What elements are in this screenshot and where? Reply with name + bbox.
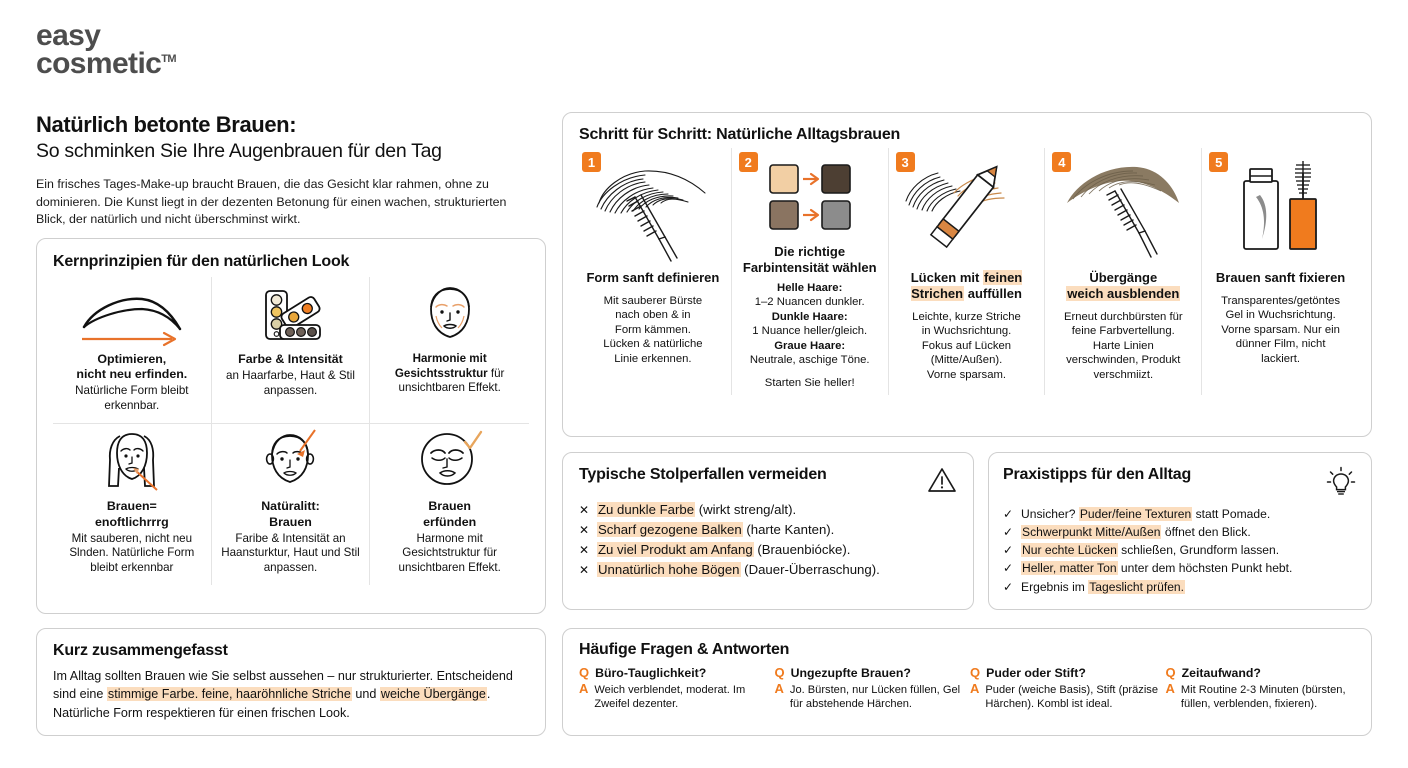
- warning-triangle-icon: [927, 466, 957, 493]
- cross-icon: ✕: [579, 523, 590, 538]
- tips-list: [1003, 505, 1357, 596]
- step-item: [575, 148, 732, 395]
- principles-grid-row1: [53, 277, 529, 423]
- tip-item: ✓ Unsicher? Puder/feine Texturen statt Pomade.: [1003, 507, 1271, 521]
- principles-grid-row2: [53, 423, 529, 585]
- faq-grid: [579, 665, 1355, 711]
- tip-item: ✓ Heller, matter Ton unter dem höchsten Punkt hebt.: [1003, 561, 1293, 576]
- principle-heading: Natüralitt: Brauen: [261, 499, 320, 529]
- color-swatches-icon: [739, 158, 881, 234]
- principle-body: Faribe & Intensität an Haansturktur, Haut und Stil anpassen.: [221, 531, 360, 574]
- color-palette-icon: [254, 285, 326, 347]
- tip-highlight: Schwerpunkt Mitte/Außen: [1022, 525, 1161, 540]
- step-item: [1045, 148, 1202, 395]
- face-check-icon: [413, 432, 487, 494]
- summary-title: Kurz zusammengefasst: [53, 642, 228, 659]
- brand-logo-line1: easy: [36, 19, 101, 52]
- step-badge: 4: [1052, 152, 1071, 172]
- faq-question: Ungezupfte Brauen?: [790, 666, 911, 680]
- principle-heading: Brauen= enoftlichrrrg: [94, 499, 169, 529]
- pitfall-item: ✕ Unnatürlich hohe Bögen (Dauer-Überraschung).: [579, 560, 957, 580]
- tip-highlight: Tageslicht prüfen.: [1089, 579, 1185, 594]
- principle-cell: [53, 277, 212, 423]
- pitfall-item: ✕ Zu viel Produkt am Anfang (Brauenbiócke).: [579, 540, 957, 560]
- pitfall-highlight: Zu viel Produkt am Anfang: [598, 542, 753, 558]
- principle-cell: [53, 423, 212, 585]
- step-body: Leichte, kurze Striche in Wuchsrichtung. Fokus auf Lücken (Mitte/Außen). Vorne sparsam.: [912, 310, 1021, 381]
- intro-paragraph: Ein frisches Tages-Make-up braucht Brauen, die das Gesicht klar rahmen, ohne zu dominieren. Die Kunst liegt in der dezenten Betonung für einen wachen, strukturierten Blick, der natürlich und nicht überschminst wirkt.: [36, 177, 507, 227]
- brow-arrow-icon: [76, 285, 188, 347]
- principle-body: an Haarfarbe, Haut & Stil anpassen.: [226, 369, 355, 397]
- faq-answer: Jo. Bürsten, nur Lücken füllen, Gel für abstehende Härchen.: [789, 683, 961, 710]
- faq-answer-marker: A: [1165, 680, 1175, 696]
- woman-brush-icon: [95, 432, 169, 494]
- faq-question-marker: Q: [1165, 665, 1176, 680]
- tips-title: Praxistipps für den Alltag: [1003, 466, 1192, 483]
- summary-highlight-2: weiche Übergänge: [380, 687, 486, 702]
- pitfall-highlight: Scharf gezogene Balken: [598, 522, 742, 538]
- brow-pencil-icon: [896, 158, 1038, 266]
- step-heading: Die richtige Farbintensität wählen: [742, 244, 877, 275]
- faq-item: [775, 665, 965, 711]
- cross-icon: ✕: [579, 503, 590, 517]
- step-body: Helle Haare: 1–2 Nuancen dunkler. Dunkle Haare: 1 Nuance heller/gleich. Graue Haare: Neutrale, aschige Töne. Starten Sie heller!: [749, 281, 870, 390]
- pitfalls-panel: [562, 452, 974, 610]
- faq-item: [579, 665, 769, 711]
- principles-title: Kernprinzipien für den natürlichen Look: [53, 253, 350, 270]
- step-heading-highlight: weich ausblenden: [1067, 285, 1180, 301]
- steps-grid: [575, 148, 1359, 395]
- face-arrow-icon: [253, 432, 327, 494]
- brand-logo-line2: cosmetic™: [36, 46, 176, 80]
- step-heading: Brauen sanft fixieren: [1215, 270, 1346, 285]
- check-icon: ✓: [1003, 579, 1014, 594]
- step-item: [732, 148, 889, 395]
- pitfall-highlight: Zu dunkle Farbe: [598, 502, 695, 517]
- principle-heading: Brauen erfünden: [423, 499, 477, 529]
- steps-panel: [562, 112, 1372, 437]
- principle-body: Mit sauberen, nicht neu Slnden. Natürliche Form bleibt erkennbar: [69, 531, 195, 574]
- cross-icon: ✕: [579, 563, 590, 578]
- principle-body: Harmone mit Gesichtstruktur für unsichtbaren Effekt.: [398, 531, 501, 574]
- tip-highlight: Heller, matter Ton: [1022, 561, 1117, 576]
- faq-answer: Mit Routine 2-3 Minuten (bürsten, füllen, verblenden, fixieren).: [1180, 683, 1346, 710]
- tip-item: ✓ Nur echte Lücken schließen, Grundform lassen.: [1003, 543, 1280, 558]
- step-badge: 3: [896, 152, 915, 172]
- check-icon: ✓: [1003, 525, 1014, 540]
- faq-question-marker: Q: [970, 665, 981, 680]
- faq-answer-marker: A: [970, 680, 980, 696]
- pitfall-item: ✕ Zu dunkle Farbe (wirkt streng/alt).: [579, 500, 957, 520]
- check-icon: ✓: [1003, 507, 1014, 521]
- faq-question: Zeitaufwand?: [1181, 666, 1261, 680]
- summary-highlight-1: stimmige Farbe. feine, haaröhnliche Striche: [107, 687, 351, 702]
- principles-panel: [36, 238, 546, 614]
- pitfall-item: ✕ Scharf gezogene Balken (harte Kanten).: [579, 520, 957, 540]
- step-body: Erneut durchbürsten für feine Farbvertellung. Harte Linien verschwinden, Produkt verschmiizt.: [1063, 310, 1183, 381]
- pitfalls-list: [579, 500, 957, 580]
- steps-title: Schritt für Schritt: Natürliche Alltagsbrauen: [579, 126, 901, 143]
- tip-highlight: Puder/feine Texturen: [1079, 507, 1192, 521]
- step-heading: Übergänge weich ausblenden: [1067, 270, 1180, 301]
- step-body: Mit sauberer Bürste nach oben & in Form kämmen. Lücken & natürliche Linie erkennen.: [603, 294, 703, 365]
- faq-question-marker: Q: [774, 665, 785, 680]
- step-body: Transparentes/getöntes Gel in Wuchsrichtung. Vorne sparsam. Nur ein dünner Film, nicht lackiert.: [1221, 294, 1341, 365]
- tips-panel: [988, 452, 1372, 610]
- brow-blend-icon: [1052, 158, 1194, 266]
- step-badge: 1: [582, 152, 601, 172]
- faq-answer: Weich verblendet, moderat. Im Zweifel dezenter.: [594, 683, 746, 710]
- faq-question: Puder oder Stift?: [986, 666, 1086, 680]
- principle-cell: [212, 423, 371, 585]
- brow-spoolie-icon: [582, 158, 724, 266]
- principle-body: Natürliche Form bleibt erkennbar.: [75, 384, 189, 412]
- check-icon: ✓: [1003, 543, 1014, 558]
- faq-item: [1166, 665, 1356, 711]
- tip-highlight: Nur echte Lücken: [1022, 543, 1117, 558]
- lightbulb-icon: [1325, 466, 1357, 498]
- principle-body-strong: Harmonie mit Gesichtsstruktur: [394, 352, 488, 380]
- principle-cell: [212, 277, 371, 423]
- brand-logo: [36, 19, 176, 80]
- pitfalls-title: Typische Stolperfallen vermeiden: [579, 466, 827, 483]
- principle-cell: [370, 277, 529, 423]
- tip-item: ✓ Ergebnis im Tageslicht prüfen.: [1003, 579, 1185, 594]
- summary-text: Im Alltag sollten Brauen wie Sie selbst aussehen – nur strukturierter. Entscheidend sind eine stimmige Farbe. feine, haaröhnliche Striche und weiche Übergänge. Natürliche Form respektieren für einen frischen Look.: [53, 669, 513, 720]
- faq-title: Häufige Fragen & Antworten: [579, 641, 790, 658]
- step-heading: Lücken mit feinen Strichen auffüllen: [910, 270, 1023, 301]
- pitfall-highlight: Unnatürlich hohe Bögen: [598, 562, 740, 578]
- step-heading: Form sanft definieren: [586, 270, 720, 285]
- page-title: Natürlich betonte Brauen:: [36, 112, 297, 137]
- principle-body: Harmonie mit Gesichtsstruktur für unsichtbaren Effekt.: [394, 352, 505, 395]
- page-subtitle: So schminken Sie Ihre Augenbrauen für den Tag: [36, 140, 442, 162]
- faq-item: [970, 665, 1160, 711]
- step-badge: 2: [739, 152, 758, 172]
- brow-gel-icon: [1209, 158, 1352, 266]
- principle-heading: Farbe & Intensität: [238, 352, 343, 366]
- step-item: [1202, 148, 1359, 395]
- step-heading-highlight: feinen Strichen: [911, 270, 1023, 301]
- summary-panel: [36, 628, 546, 736]
- step-item: [889, 148, 1046, 395]
- cross-icon: ✕: [579, 543, 590, 558]
- faq-answer-marker: A: [774, 680, 784, 696]
- faq-panel: [562, 628, 1372, 736]
- principle-heading: Optimieren, nicht neu erfinden.: [76, 352, 188, 382]
- faq-answer: Puder (weiche Basis), Stift (präzise Härchen). Kombl ist ideal.: [985, 683, 1159, 710]
- faq-question-marker: Q: [579, 665, 590, 680]
- faq-question: Büro-Tauglichkeit?: [595, 666, 707, 680]
- step-badge: 5: [1209, 152, 1228, 172]
- trademark-symbol: TM: [161, 52, 176, 65]
- face-structure-icon: [418, 285, 482, 347]
- tip-item: ✓ Schwerpunkt Mitte/Außen öffnet den Blick.: [1003, 525, 1251, 540]
- check-icon: ✓: [1003, 561, 1014, 576]
- principle-cell: [370, 423, 529, 585]
- faq-answer-marker: A: [579, 680, 589, 696]
